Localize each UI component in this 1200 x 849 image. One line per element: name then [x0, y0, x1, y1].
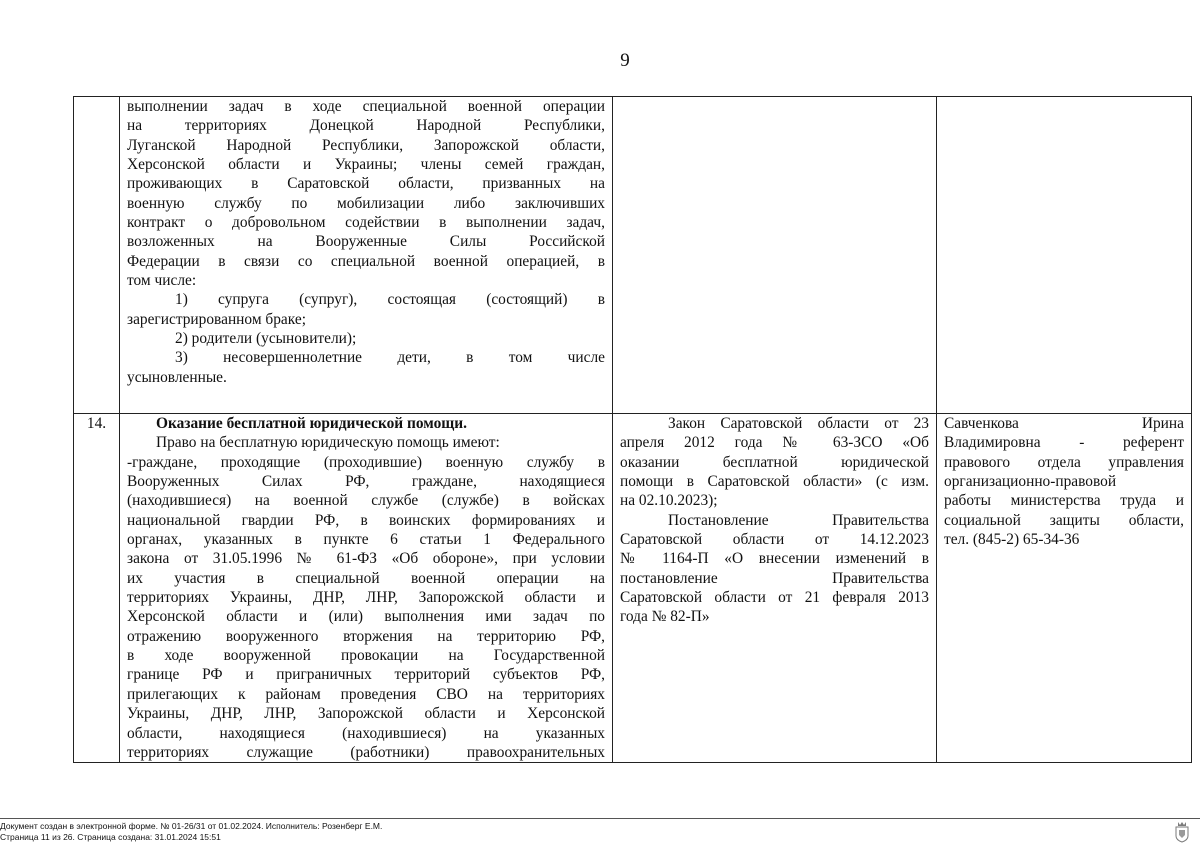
text-line: Украины, ДНР, ЛНР, Запорожской области и Херсонской: [127, 705, 605, 723]
service-title: Оказание бесплатной юридической помощи.: [156, 415, 467, 432]
contact-line: работы министерства труда и: [944, 492, 1184, 510]
text-line: контракт о добровольном содействии в выполнении задач,: [127, 214, 605, 232]
list-item-children-cont: усыновленные.: [127, 368, 227, 386]
footer-page-info: Страница 11 из 26. Страница создана: 31.01.2024 15:51: [0, 832, 221, 842]
text-line: отражению вооруженного вторжения на территорию РФ,: [127, 627, 605, 645]
footer-document-info: Документ создан в электронной форме. № 01-26/31 от 01.02.2024. Исполнитель: Розенберг Е.М.: [0, 821, 383, 831]
text-line: Херсонской области и (или) выполнения ими задач по: [127, 608, 605, 626]
contact-line: правового отдела управления: [944, 453, 1184, 471]
text-line: области, находящиеся (находившиеся) на указанных: [127, 724, 605, 742]
beneficiaries-cell: [120, 97, 613, 414]
text-line: национальной гвардии РФ, в воинских формированиях и: [127, 511, 605, 529]
contact-line: Владимировна - референт: [944, 434, 1184, 452]
row-number-cell: [74, 97, 120, 414]
text-line: территориях служащие (работники) правоохранительных: [127, 743, 605, 761]
text-line: военную службу по мобилизации либо заключивших: [127, 194, 605, 212]
service-description-cell: [120, 414, 613, 763]
list-item-spouse: 1) супруга (супруг), состоящая (состоящий) в: [175, 291, 605, 309]
text-line: проживающих в Саратовской области, призванных на: [127, 175, 605, 193]
law-line: оказании бесплатной юридической: [620, 453, 929, 471]
contact-line: тел. (845-2) 65-34-36: [944, 531, 1080, 549]
text-line: выполнении задач в ходе специальной военной операции: [127, 98, 605, 115]
text-line: Федерации в связи со специальной военной операцией, в: [127, 252, 605, 270]
contact-line: организационно-правовой: [944, 473, 1117, 491]
list-item-parents: 2) родители (усыновители);: [175, 330, 357, 348]
law-line: Закон Саратовской области от 23: [668, 415, 929, 432]
law-line: помощи в Саратовской области» (с изм.: [620, 473, 929, 491]
page-number: 9: [620, 50, 630, 71]
decree-line: Постановление Правительства: [668, 511, 929, 529]
text-line: (находившиеся) на военной службе (службе) в войсках: [127, 492, 605, 510]
text-line: закона от 31.05.1996 № 61-ФЗ «Об обороне», при условии: [127, 550, 605, 568]
text-line: границе РФ и приграничных территорий субъектов РФ,: [127, 666, 605, 684]
law-line: на 02.10.2023);: [620, 492, 718, 510]
text-line: Вооруженных Силах РФ, граждане, находящиеся: [127, 473, 605, 491]
decree-line: Саратовской области от 21 февраля 2013: [620, 589, 929, 607]
list-item-spouse-cont: зарегистрированном браке;: [127, 310, 306, 328]
text-line: Луганской Народной Республики, Запорожской области,: [127, 136, 605, 154]
legal-basis-cell: [613, 97, 937, 414]
text-line: на территориях Донецкой Народной Республики,: [127, 117, 605, 135]
text-line: -граждане, проходящие (проходившие) военную службу в: [127, 453, 605, 471]
coat-of-arms-icon: [1175, 821, 1189, 843]
contact-cell: [937, 97, 1192, 414]
decree-line: года № 82-П»: [620, 608, 710, 626]
text-line: территориях Украины, ДНР, ЛНР, Запорожской области и: [127, 589, 605, 607]
decree-line: постановление Правительства: [620, 569, 929, 587]
text-line: органах, указанных в пункте 6 статьи 1 Федерального: [127, 531, 605, 549]
contact-cell: [937, 414, 1192, 763]
list-item-children: 3) несовершеннолетние дети, в том числе: [175, 349, 605, 367]
text-line: их участия в специальной военной операции на: [127, 569, 605, 587]
decree-line: Саратовской области от 14.12.2023: [620, 531, 929, 549]
table-row: [74, 414, 1192, 763]
contact-line: Савченкова Ирина: [944, 415, 1184, 432]
row-number-cell: 14.: [74, 414, 120, 763]
text-line: прилегающих к районам проведения СВО на территориях: [127, 685, 605, 703]
text-line: том числе:: [127, 272, 197, 290]
decree-line: № 1164-П «О внесении изменений в: [620, 550, 929, 568]
service-intro: Право на бесплатную юридическую помощь имеют:: [156, 434, 500, 452]
text-line: в ходе вооруженной провокации на Государственной: [127, 647, 605, 665]
law-line: апреля 2012 года № 63-ЗСО «Об: [620, 434, 929, 452]
document-footer: [0, 818, 1200, 843]
document-table: [73, 96, 1192, 763]
legal-basis-cell: [613, 414, 937, 763]
text-line: Херсонской области и Украины; члены семей граждан,: [127, 156, 605, 174]
contact-line: социальной защиты области,: [944, 511, 1184, 529]
table-row: [74, 97, 1192, 414]
text-line: возложенных на Вооруженные Силы Российской: [127, 233, 605, 251]
